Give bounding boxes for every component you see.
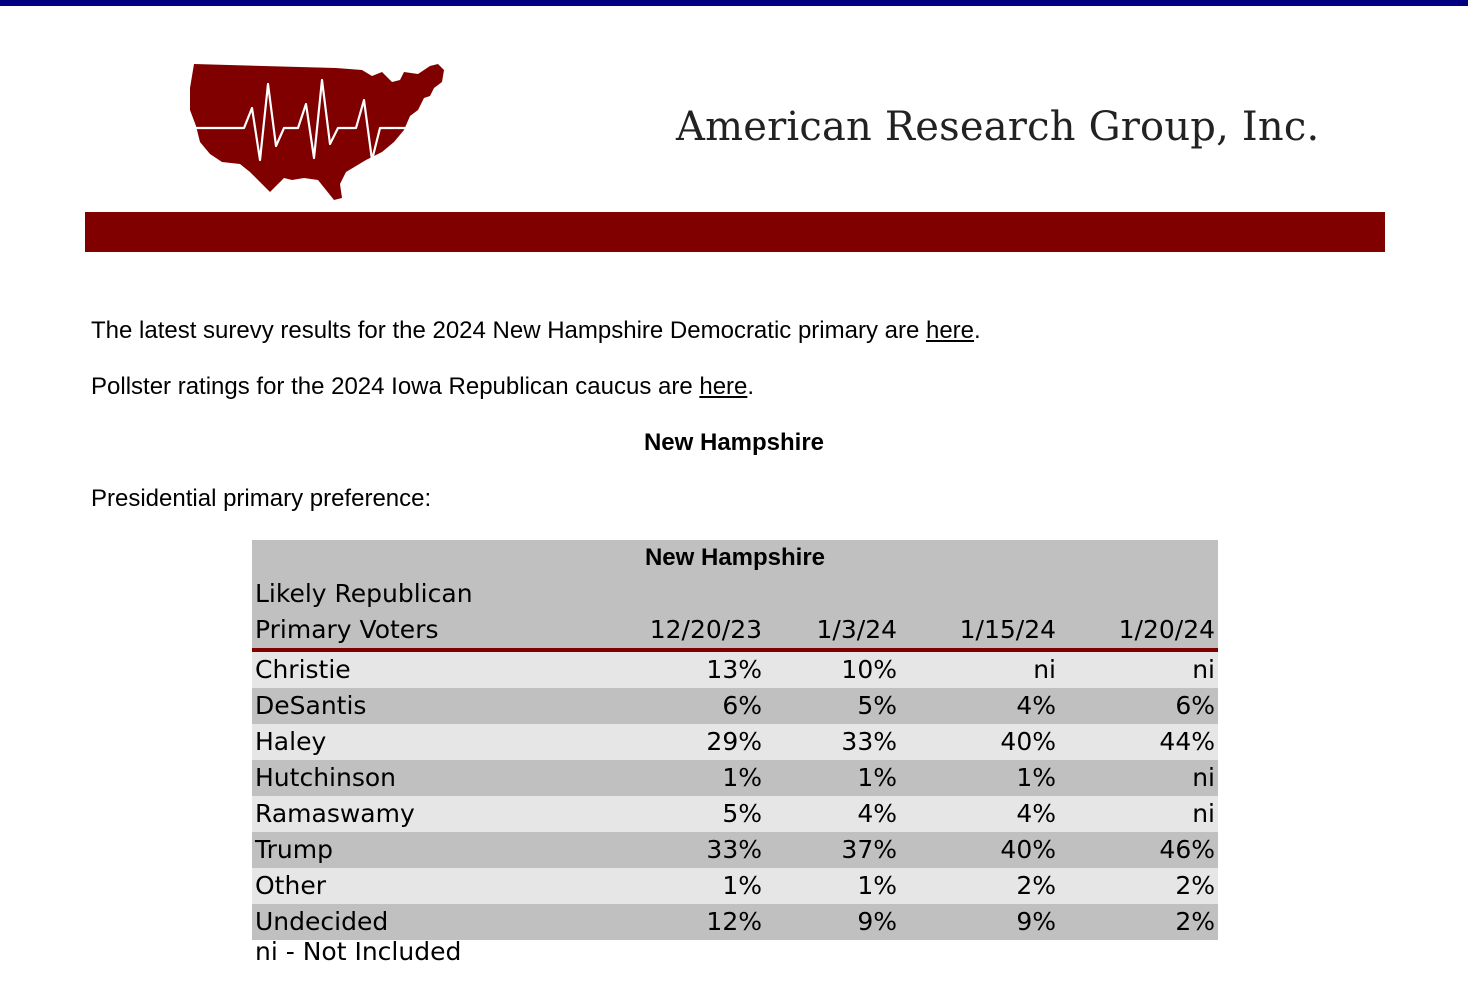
candidate-name: Undecided bbox=[252, 904, 625, 940]
us-map-heartbeat-icon bbox=[186, 60, 448, 200]
table-row bbox=[252, 760, 1218, 796]
iowa-ratings-link[interactable]: here bbox=[699, 373, 748, 400]
democratic-results-link[interactable]: here bbox=[925, 317, 975, 344]
poll-value: 2% bbox=[900, 868, 1059, 904]
poll-value: 44% bbox=[1059, 724, 1218, 760]
poll-results-table bbox=[252, 540, 1218, 940]
table-row bbox=[252, 650, 1218, 688]
poll-value: 5% bbox=[625, 796, 765, 832]
candidate-name: Haley bbox=[252, 724, 625, 760]
poll-value: ni bbox=[1059, 760, 1218, 796]
intro-line-democratic-text: The latest surevy results for the 2024 New Hampshire Democratic primary are bbox=[91, 317, 926, 344]
question-label: Presidential primary preference: bbox=[91, 485, 432, 512]
candidate-name: Other bbox=[252, 868, 625, 904]
poll-value: 2% bbox=[1059, 868, 1218, 904]
poll-value: 1% bbox=[765, 760, 900, 796]
intro-line-democratic bbox=[91, 317, 981, 345]
poll-value: 4% bbox=[900, 796, 1059, 832]
candidate-name: Hutchinson bbox=[252, 760, 625, 796]
column-header: 1/15/24 bbox=[900, 576, 1059, 650]
poll-value: 6% bbox=[1059, 688, 1218, 724]
table-row bbox=[252, 832, 1218, 868]
column-header: 1/3/24 bbox=[765, 576, 900, 650]
candidate-name: Christie bbox=[252, 650, 625, 688]
row-header-line1: Likely Republican bbox=[255, 579, 473, 608]
poll-value: 33% bbox=[625, 832, 765, 868]
poll-value: ni bbox=[1059, 650, 1218, 688]
poll-value: 9% bbox=[765, 904, 900, 940]
company-name: American Research Group, Inc. bbox=[676, 104, 1320, 150]
poll-value: 40% bbox=[900, 724, 1059, 760]
intro-line-iowa-text: Pollster ratings for the 2024 Iowa Republican caucus are bbox=[91, 373, 700, 400]
poll-value: 40% bbox=[900, 832, 1059, 868]
poll-value: 13% bbox=[625, 650, 765, 688]
poll-value: 1% bbox=[900, 760, 1059, 796]
poll-value: 37% bbox=[765, 832, 900, 868]
poll-value: 29% bbox=[625, 724, 765, 760]
intro-line-democratic-end: . bbox=[974, 317, 981, 344]
poll-value: 2% bbox=[1059, 904, 1218, 940]
row-header-line2: Primary Voters bbox=[255, 615, 439, 644]
poll-value: 5% bbox=[765, 688, 900, 724]
table-caption: New Hampshire bbox=[252, 540, 1218, 576]
poll-value: 12% bbox=[625, 904, 765, 940]
column-header: 12/20/23 bbox=[625, 576, 765, 650]
table-row bbox=[252, 688, 1218, 724]
table-row bbox=[252, 724, 1218, 760]
row-header-label bbox=[252, 576, 625, 650]
candidate-name: Ramaswamy bbox=[252, 796, 625, 832]
candidate-name: DeSantis bbox=[252, 688, 625, 724]
poll-value: ni bbox=[900, 650, 1059, 688]
poll-value: 6% bbox=[625, 688, 765, 724]
poll-value: 1% bbox=[765, 868, 900, 904]
poll-value: 33% bbox=[765, 724, 900, 760]
table-caption-row bbox=[252, 540, 1218, 576]
poll-value: 9% bbox=[900, 904, 1059, 940]
intro-line-iowa bbox=[91, 373, 754, 401]
poll-value: ni bbox=[1059, 796, 1218, 832]
poll-value: 4% bbox=[900, 688, 1059, 724]
table-row bbox=[252, 904, 1218, 940]
poll-value: 1% bbox=[625, 760, 765, 796]
poll-value: 1% bbox=[625, 868, 765, 904]
section-title: New Hampshire bbox=[643, 429, 825, 456]
header-banner bbox=[85, 212, 1385, 252]
poll-value: 46% bbox=[1059, 832, 1218, 868]
table-footnote: ni - Not Included bbox=[255, 937, 462, 966]
top-rule bbox=[0, 0, 1468, 6]
table-row bbox=[252, 796, 1218, 832]
candidate-name: Trump bbox=[252, 832, 625, 868]
table-row bbox=[252, 868, 1218, 904]
poll-value: 10% bbox=[765, 650, 900, 688]
intro-line-iowa-end: . bbox=[747, 373, 755, 400]
poll-value: 4% bbox=[765, 796, 900, 832]
column-header: 1/20/24 bbox=[1059, 576, 1218, 650]
table-header-row bbox=[252, 576, 1218, 650]
